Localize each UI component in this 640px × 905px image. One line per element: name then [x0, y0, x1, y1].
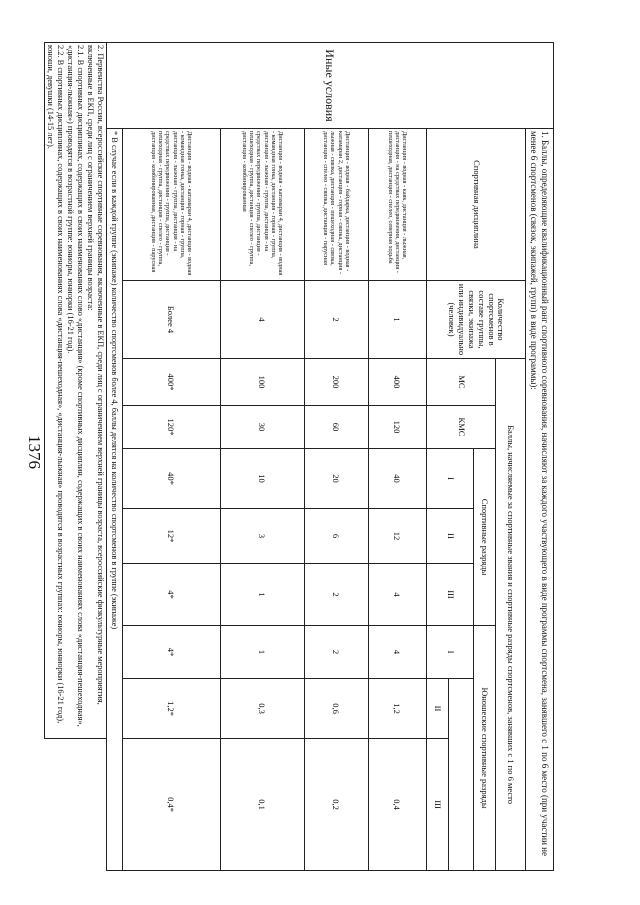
table-row — [369, 43, 427, 871]
value-youth-2: 0,3 — [221, 679, 305, 739]
col-ms: МС — [427, 359, 496, 406]
row-discipline: Дистанция - водная - катамаран 4, дистанция - водная - командная гонка, дистанция - горная - группа, дистанция - лыжная - группа, дистанция - на средствах передвижения - группа, дистанция - пешеходная - группа, дистанция - спелео - группа, дистанция - комбинированная — [221, 129, 305, 281]
value-youth-2: 1,2* — [123, 679, 221, 739]
row-discipline: Дистанция - водная - каяк, дистанция - лыжная, дистанция - на средствах передвижения, дистанция - пешеходная, дистанция - спелео, северная ходьба — [369, 129, 427, 281]
notes-block — [44, 43, 106, 739]
col-rank-2: II — [427, 509, 474, 564]
value-youth-3: 0,4* — [123, 739, 221, 871]
value-rank-2: 12 — [369, 509, 427, 564]
col-count: Количество спортсменов в составе группы, связки, экипажа или индивидуально (человек) — [427, 281, 526, 359]
note-2: 2. Первенства России, всероссийские спортивные соревнования, включенные в ЕКП, среди лиц с ограничением верхней границы возраста, всероссийские физкультурные мероприятия, включенные в ЕКП, среди лиц с ограничением верхней границы возраста: — [86, 45, 105, 705]
col-discipline: Спортивная дисциплина — [427, 129, 526, 281]
col-youth-ranks: Юношеские спортивные разряды — [474, 626, 496, 871]
value-rank-1: 40* — [123, 449, 221, 509]
value-youth-3: 0,1 — [221, 739, 305, 871]
note-2-1: 2.1. В спортивных дисциплинах, содержащих в своих наименованиях слово «дистанция» (кроме спортивных дисциплин, содержащих в своих наименованиях слова «дистанция-пешеходная», «дистанция-лыжная») проводятся в возрастной группе: юниоры, юниорки (16-21 год). — [66, 45, 86, 727]
rotated-content — [46, 42, 554, 870]
row-discipline: Дистанция - водная - катамаран 4, дистанция - водная - командная гонка, дистанция - горная - группа, дистанция - лыжная - группа, дистанция - на средствах передвижения - группа, дистанция - пешеходная - группа, дистанция - спелео - группа, дистанция - комбинированная, дистанция - парусная — [123, 129, 221, 281]
footnote: * В случае если в каждой группе (экипаже) количество спортсменов более 4, баллы делятся на количество спортсменов в группе (экипаже) — [107, 129, 123, 871]
value-youth-1: 4 — [369, 626, 427, 679]
value-youth-2: 1,2 — [369, 679, 427, 739]
value-rank-3: 4 — [369, 564, 427, 626]
value-rank-2: 3 — [221, 509, 305, 564]
col-rank-3: III — [427, 564, 474, 626]
row-count: Более 4 — [123, 281, 221, 359]
value-youth-1: 1 — [221, 626, 305, 679]
col-youth-23-spacer — [449, 679, 474, 871]
col-points: Баллы, начисляемые за спортивные звания и спортивные разряды спортсменов, занявших с 1 по 6 место — [496, 359, 526, 871]
value-rank-1: 40 — [369, 449, 427, 509]
col-rank-1: I — [427, 449, 474, 509]
row-discipline: Дистанция - водная - байдарка, дистанция - водная - катамаран 2, дистанция - горная - связка, дистанция - лыжная - связка, дистанция - пешеходная - связка, дистанция - спелео - связка, дистанция - парусная — [305, 129, 369, 281]
col-youth-2: II — [427, 679, 449, 739]
row-count: 1 — [369, 281, 427, 359]
col-kms: КМС — [427, 406, 496, 449]
value-ms: 400* — [123, 359, 221, 406]
row-count: 4 — [221, 281, 305, 359]
value-rank-1: 20 — [305, 449, 369, 509]
value-rank-2: 6 — [305, 509, 369, 564]
note-2-2: 2.2. В спортивных дисциплинах, содержащих в своих наименованиях слова «дистанция-пешеходная», «дистанция-лыжная» проводятся в возрастных группах: юниоры, юниорки (16-21 год), юноши, девушки (14-15 лет). — [46, 45, 66, 724]
col-sport-ranks: Спортивные разряды — [474, 449, 496, 626]
value-kms: 120* — [123, 406, 221, 449]
value-youth-2: 0,6 — [305, 679, 369, 739]
value-ms: 400 — [369, 359, 427, 406]
value-rank-2: 12* — [123, 509, 221, 564]
value-youth-1: 4* — [123, 626, 221, 679]
value-youth-3: 0,2 — [305, 739, 369, 871]
row-count: 2 — [305, 281, 369, 359]
col-youth-1: I — [427, 626, 474, 679]
value-kms: 30 — [221, 406, 305, 449]
value-rank-3: 1 — [221, 564, 305, 626]
conditions-table — [44, 42, 554, 871]
table-row — [305, 43, 369, 871]
page-number: 1376 — [25, 435, 44, 469]
col-youth-3: III — [427, 739, 449, 871]
value-rank-3: 4* — [123, 564, 221, 626]
side-label: Иные условия — [323, 49, 338, 122]
table-row — [221, 43, 305, 871]
document-frame — [46, 42, 554, 870]
value-youth-3: 0,4 — [369, 739, 427, 871]
value-rank-1: 10 — [221, 449, 305, 509]
value-kms: 120 — [369, 406, 427, 449]
value-rank-3: 2 — [305, 564, 369, 626]
value-kms: 60 — [305, 406, 369, 449]
table-row — [123, 43, 221, 871]
value-youth-1: 2 — [305, 626, 369, 679]
value-ms: 100 — [221, 359, 305, 406]
header-text: 1. Баллы, определяющие квалификационный ранг спортивного соревнования, начисляют за каждого участвующего в виде программы спортсмена, занявшего с 1 по 6 место (при участии не менее 6 спортсменов (связок, экипажей, групп) в виде программы): — [526, 129, 554, 871]
side-label-cell — [107, 43, 554, 129]
value-ms: 200 — [305, 359, 369, 406]
